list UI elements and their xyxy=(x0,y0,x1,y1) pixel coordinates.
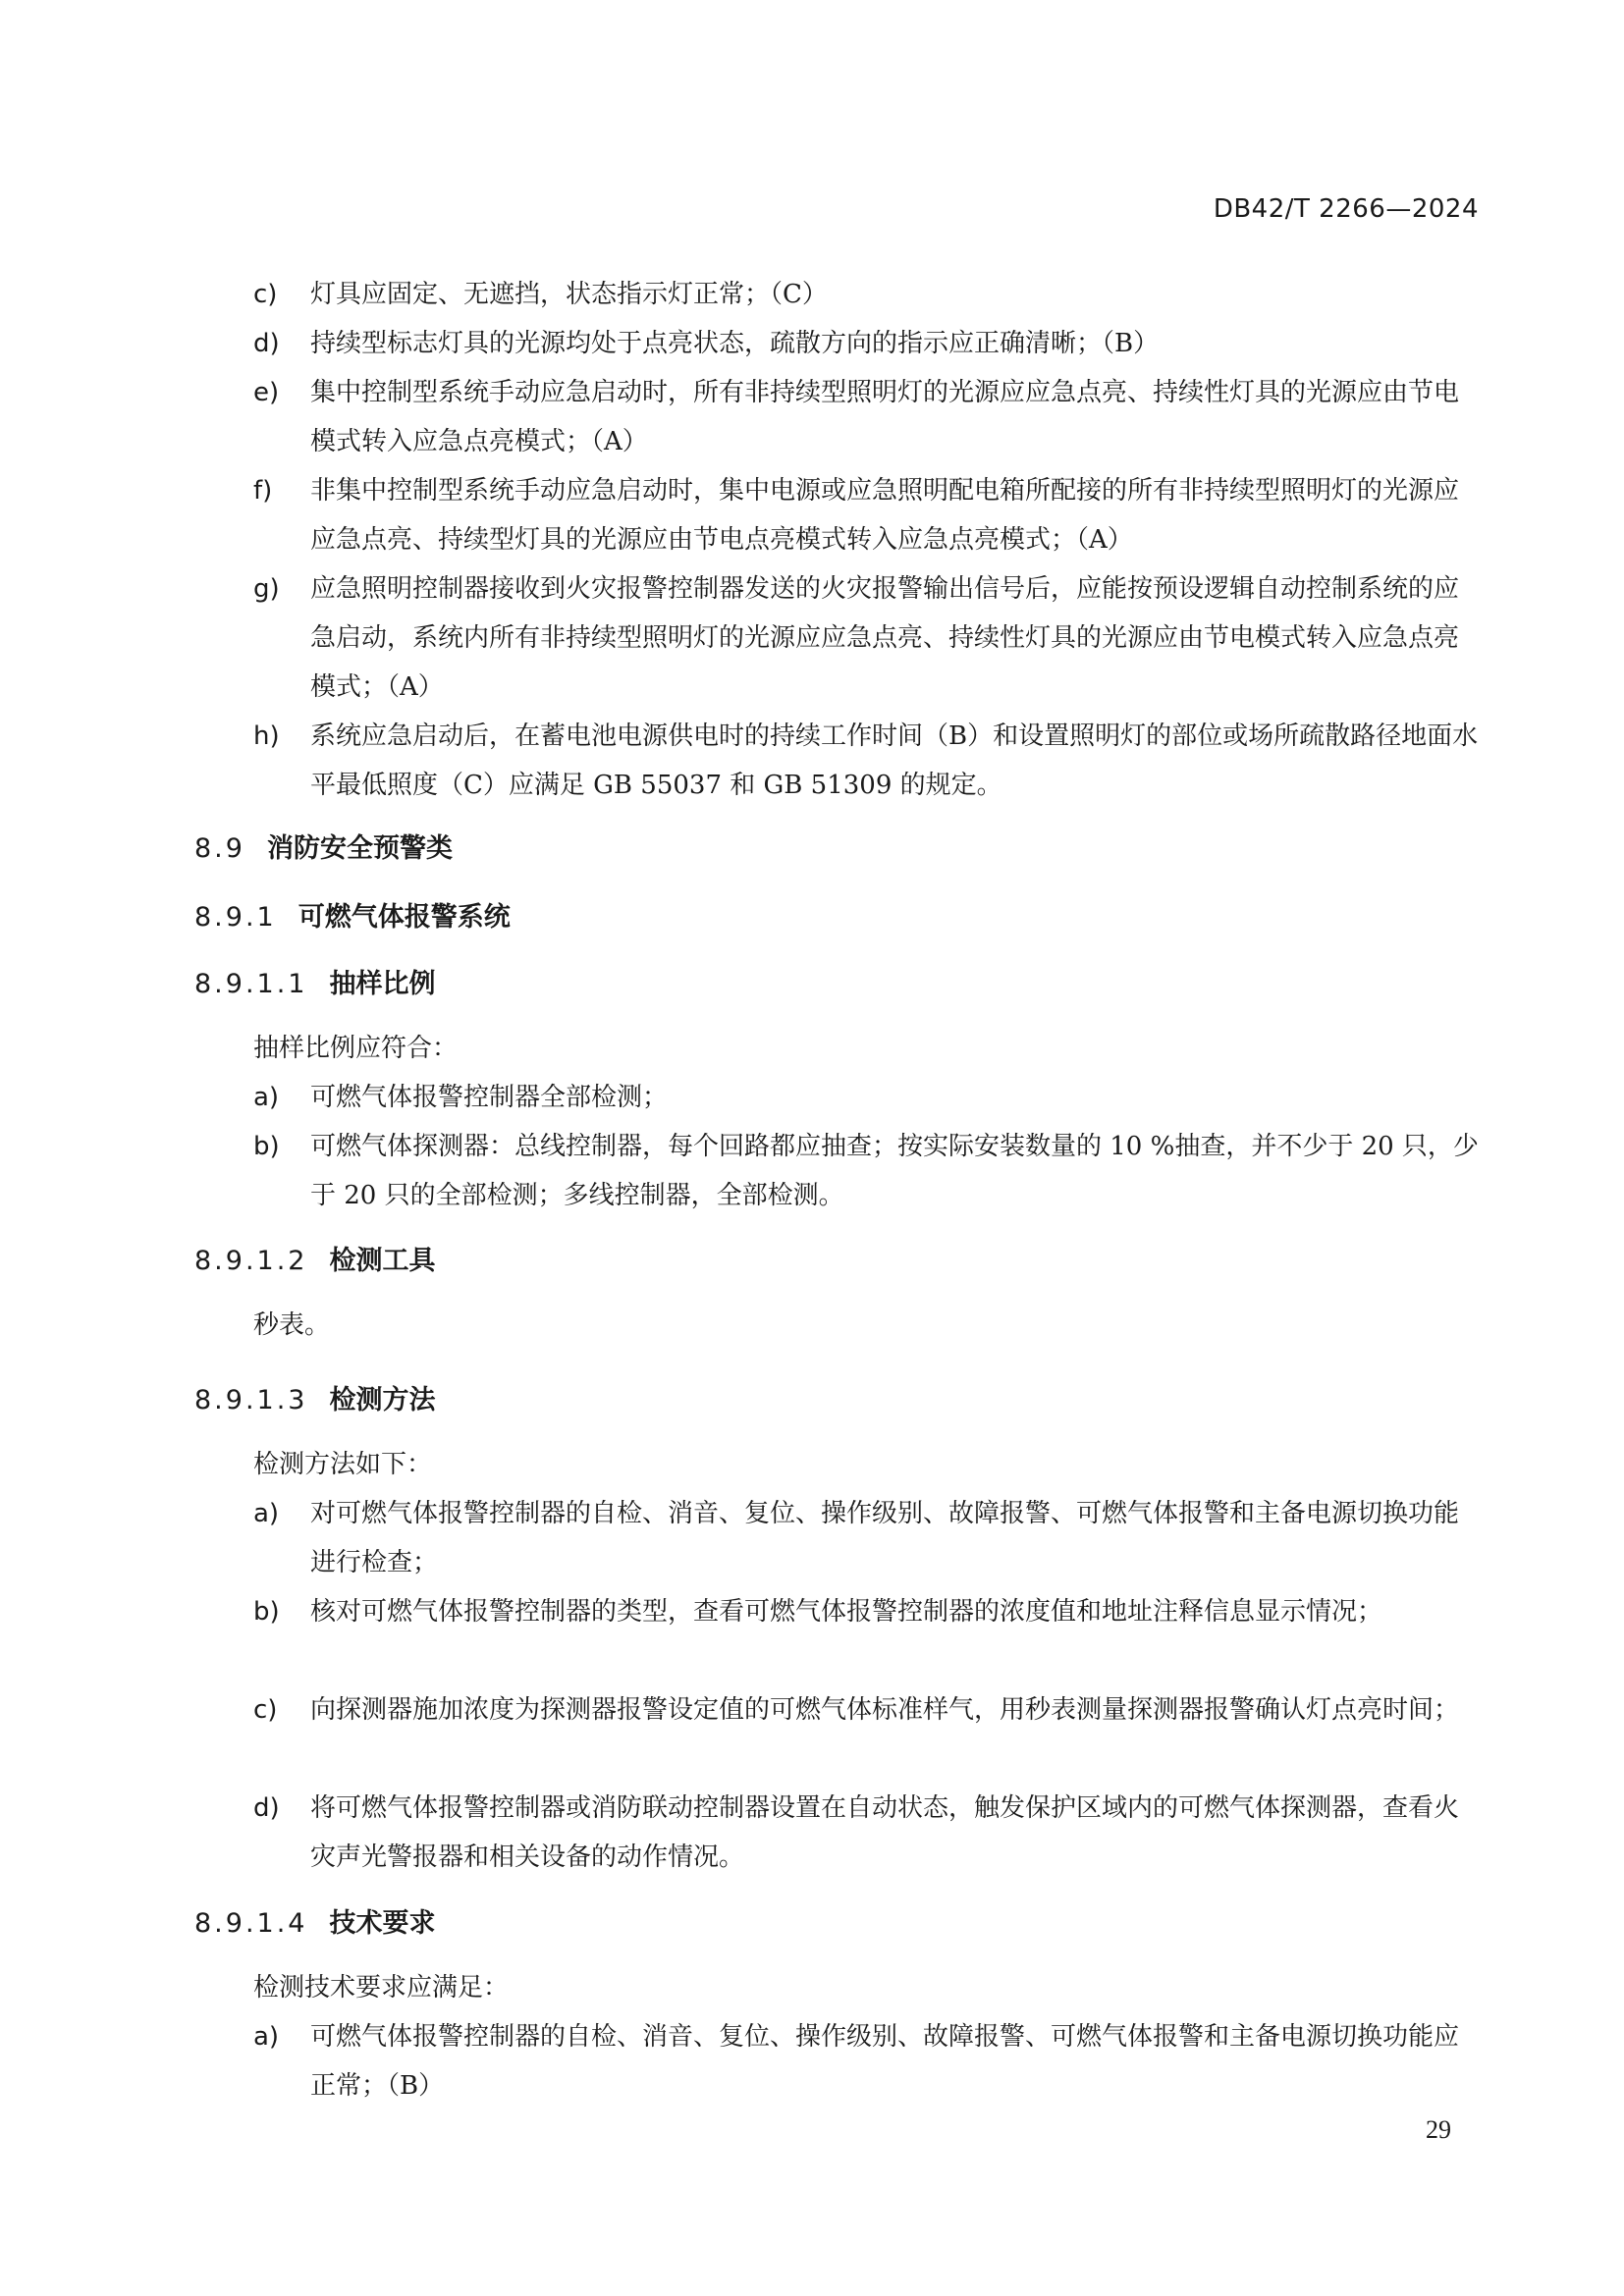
section-number: 8.9.1.2 xyxy=(194,1246,308,1276)
document-code: DB42/T 2266—2024 xyxy=(1213,194,1479,224)
section-number: 8.9.1.3 xyxy=(194,1385,308,1415)
list-text: 系统应急启动后，在蓄电池电源供电时的持续工作时间（B）和设置照明灯的部位或场所疏散路径地面水平最低照度（C）应满足 GB 55037 和 GB 51309 的规定。 xyxy=(310,721,1479,800)
list-text: 非集中控制型系统手动应急启动时，集中电源或应急照明配电箱所配接的所有非持续型照明灯的光源应应急点亮、持续型灯具的光源应由节电点亮模式转入应急点亮模式；（A） xyxy=(310,476,1460,555)
list-marker: h) xyxy=(253,721,280,751)
list-marker: a) xyxy=(253,1083,280,1112)
list-text: 集中控制型系统手动应急启动时，所有非持续型照明灯的光源应应急点亮、持续性灯具的光源应由节电模式转入应急点亮模式；（A） xyxy=(310,378,1460,456)
list-marker: c) xyxy=(253,1695,278,1725)
list-item xyxy=(253,712,1479,810)
list-item xyxy=(253,270,1479,319)
section-number: 8.9.1 xyxy=(194,902,277,933)
list-item xyxy=(253,1122,1479,1220)
list-text: 持续型标志灯具的光源均处于点亮状态，疏散方向的指示应正确清晰；（B） xyxy=(310,329,1160,358)
section-title: 可燃气体报警系统 xyxy=(298,902,511,933)
section-heading xyxy=(194,893,511,942)
list-text: 可燃气体探测器：总线控制器，每个回路都应抽查；按实际安装数量的 10 %抽查，并不少于 20 只，少于 20 只的全部检测；多线控制器，全部检测。 xyxy=(310,1132,1479,1210)
section-heading xyxy=(194,1376,435,1425)
list-marker: a) xyxy=(253,1499,280,1528)
paragraph: 秒表。 xyxy=(253,1310,331,1340)
page-number: 29 xyxy=(1426,2115,1451,2144)
list-text: 应急照明控制器接收到火灾报警控制器发送的火灾报警输出信号后，应能按预设逻辑自动控制系统的应急启动，系统内所有非持续型照明灯的光源应应急点亮、持续性灯具的光源应由节电模式转入应急点亮模式；（A） xyxy=(310,574,1460,702)
section-title: 检测方法 xyxy=(329,1385,436,1415)
list-marker: c) xyxy=(253,280,278,309)
list-item xyxy=(253,1073,1479,1122)
section-heading xyxy=(194,960,435,1009)
list-marker: d) xyxy=(253,329,280,358)
list-item xyxy=(253,319,1479,368)
list-text: 核对可燃气体报警控制器的类型，查看可燃气体报警控制器的浓度值和地址注释信息显示情况； xyxy=(310,1597,1383,1627)
paragraph: 检测方法如下： xyxy=(253,1450,433,1479)
section-heading xyxy=(194,1237,435,1286)
list-text: 可燃气体报警控制器的自检、消音、复位、操作级别、故障报警、可燃气体报警和主备电源切换功能应正常；（B） xyxy=(310,2022,1460,2101)
paragraph: 检测技术要求应满足： xyxy=(253,1973,510,2002)
list-item xyxy=(253,466,1479,564)
list-text: 将可燃气体报警控制器或消防联动控制器设置在自动状态，触发保护区域内的可燃气体探测器，查看火灾声光警报器和相关设备的动作情况。 xyxy=(310,1793,1460,1872)
section-number: 8.9 xyxy=(194,833,245,864)
section-heading xyxy=(194,825,453,874)
list-marker: f) xyxy=(253,476,273,506)
list-item xyxy=(253,1587,1479,1636)
section-title: 检测工具 xyxy=(329,1246,436,1276)
list-text: 可燃气体报警控制器全部检测； xyxy=(310,1083,669,1112)
section-title: 消防安全预警类 xyxy=(266,833,453,864)
list-item xyxy=(253,2012,1479,2110)
section-number: 8.9.1.1 xyxy=(194,969,308,999)
list-item xyxy=(253,564,1479,712)
list-marker: d) xyxy=(253,1793,280,1823)
list-marker: b) xyxy=(253,1132,280,1161)
list-text: 向探测器施加浓度为探测器报警设定值的可燃气体标准样气，用秒表测量探测器报警确认灯点亮时间； xyxy=(310,1695,1460,1725)
list-marker: g) xyxy=(253,574,280,604)
section-title: 技术要求 xyxy=(329,1908,436,1939)
list-item xyxy=(253,1784,1479,1882)
section-title: 抽样比例 xyxy=(329,969,436,999)
list-item xyxy=(253,1685,1479,1735)
list-marker: b) xyxy=(253,1597,280,1627)
list-item xyxy=(253,1489,1479,1587)
section-number: 8.9.1.4 xyxy=(194,1908,308,1939)
list-text: 对可燃气体报警控制器的自检、消音、复位、操作级别、故障报警、可燃气体报警和主备电源切换功能进行检查； xyxy=(310,1499,1460,1577)
section-heading xyxy=(194,1899,435,1949)
list-item xyxy=(253,368,1479,466)
list-marker: a) xyxy=(253,2022,280,2052)
paragraph: 抽样比例应符合： xyxy=(253,1034,459,1063)
list-text: 灯具应固定、无遮挡，状态指示灯正常；（C） xyxy=(310,280,828,309)
list-marker: e) xyxy=(253,378,280,407)
